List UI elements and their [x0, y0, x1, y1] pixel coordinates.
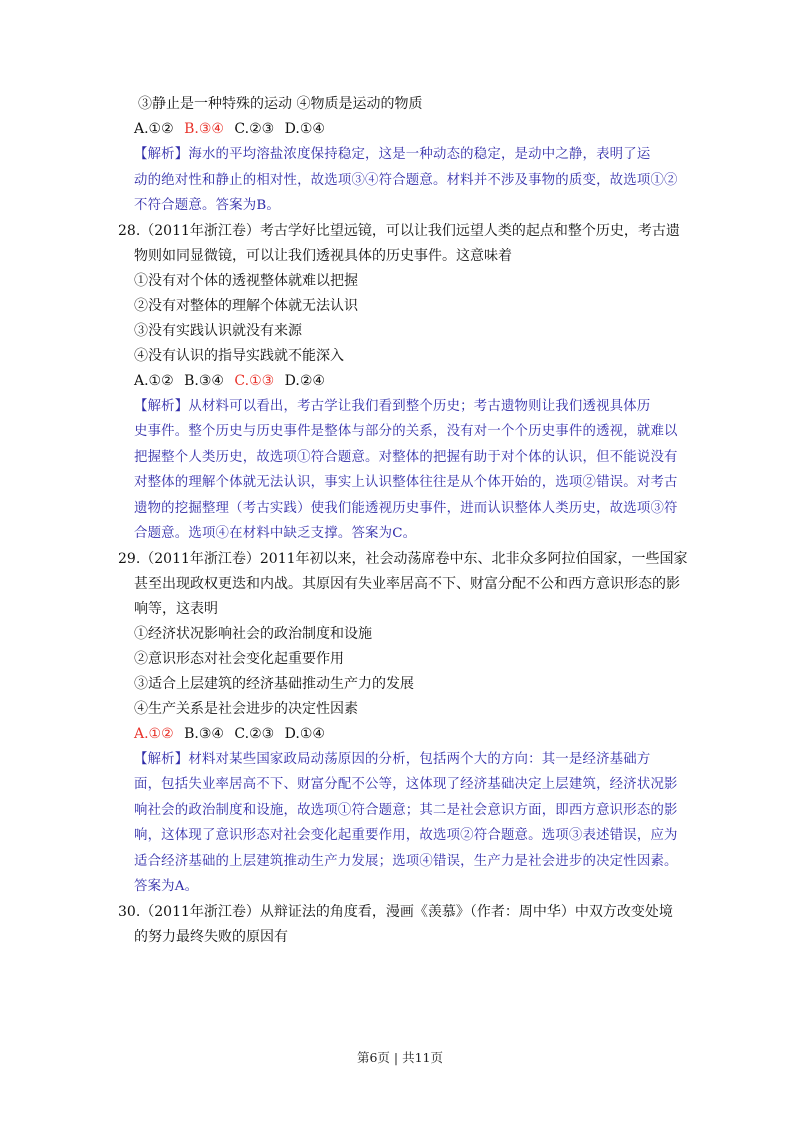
- document-body: [118, 92, 693, 950]
- q28-analysis-line: 合题意。选项④在材料中缺乏支撑。答案为C。: [134, 526, 417, 541]
- q28-choices: [118, 369, 693, 394]
- q27-analysis-line: 不符合题意。答案为B。: [134, 198, 280, 213]
- q28-stem-line: 28.（2011年浙江卷）考古学好比望远镜，可以让我们远望人类的起点和整个历史，考古遗: [118, 222, 680, 239]
- q27-choice-a: A.①②: [134, 121, 174, 137]
- q29-option-2: ②意识形态对社会变化起重要作用: [134, 650, 344, 667]
- q27-analysis-line: 【解析】海水的平均溶盐浓度保持稳定，这是一种动态的稳定，是动中之静，表明了运: [134, 147, 651, 162]
- q29-choice-d: D.①④: [284, 725, 325, 742]
- q30-stem: [118, 900, 693, 950]
- q29-option-4: ④生产关系是社会进步的决定性因素: [134, 700, 358, 717]
- q29-choice-c: C.②③: [234, 725, 275, 742]
- q29-stem-line: 甚至出现政权更迭和内战。其原因有失业率居高不下、财富分配不公和西方意识形态的影: [134, 575, 680, 592]
- q27-option-line: ③静止是一种特殊的运动 ④物质是运动的物质: [138, 96, 423, 112]
- q29-analysis-line: 【解析】材料对某些国家政局动荡原因的分析，包括两个大的方向：其一是经济基础方: [134, 751, 651, 767]
- q29-analysis-line: 适合经济基础的上层建筑推动生产力发展；选项④错误，生产力是社会进步的决定性因素。: [134, 853, 678, 869]
- q29-option-1: ①经济状况影响社会的政治制度和设施: [134, 625, 372, 642]
- q27-analysis: [118, 142, 693, 219]
- q28-choice-d: D.②④: [284, 372, 325, 389]
- q29-analysis-line: 响社会的政治制度和设施，故选项①符合题意；其二是社会意识方面，即西方意识形态的影: [134, 802, 678, 818]
- q29-choice-a-answer: A.①②: [134, 725, 174, 742]
- q29-stem-line: 29.（2011年浙江卷）2011年初以来，社会动荡席卷中东、北非众多阿拉伯国家，一些国家: [118, 550, 688, 567]
- q28-analysis: [118, 394, 693, 547]
- q28-analysis-line: 对整体的理解个体就无法认识，事实上认识整体往往是从个体开始的，选项②错误。对考古: [134, 475, 678, 490]
- q27-choice-c: C.②③: [234, 121, 275, 137]
- q28-analysis-line: 史事件。整个历史与历史事件是整体与部分的关系，没有对一个个历史事件的透视，就难以: [134, 424, 678, 439]
- q28-option-4: ④没有认识的指导实践就不能深入: [134, 347, 344, 364]
- q28-option-2: ②没有对整体的理解个体就无法认识: [134, 297, 358, 314]
- q28-choice-c-answer: C.①③: [234, 372, 275, 389]
- q29-analysis-line: 面，包括失业率居高不下、财富分配不公等，这体现了经济基础决定上层建筑，经济状况影: [134, 777, 678, 792]
- q29-stem: [118, 547, 693, 622]
- q29-option-3: ③适合上层建筑的经济基础推动生产力的发展: [134, 675, 414, 692]
- q27-choices: [118, 117, 693, 142]
- q28-analysis-line: 把握整个人类历史，故选项①符合题意。对整体的把握有助于对个体的认识，但不能说没有: [134, 449, 678, 465]
- q28-choice-b: B.③④: [184, 372, 224, 389]
- q29-analysis-line: 答案为A。: [134, 879, 199, 894]
- q28-choice-a: A.①②: [134, 372, 174, 389]
- q27-choice-b-answer: B.③④: [184, 121, 224, 137]
- q30-stem-line: 30.（2011年浙江卷）从辩证法的角度看，漫画《羡慕》（作者：周中华）中双方改变处境: [118, 903, 673, 920]
- q29-stem-line: 响等，这表明: [134, 600, 218, 617]
- q30-stem-line: 的努力最终失败的原因有: [134, 928, 288, 945]
- q28-option-1: ①没有对个体的透视整体就难以把握: [134, 272, 358, 289]
- q29-choices: [118, 722, 693, 747]
- q28-analysis-line: 遗物的挖掘整理（考古实践）使我们能透视历史事件，进而认识整体人类历史，故选项③符: [134, 500, 678, 516]
- q27-choice-d: D.①④: [284, 121, 325, 137]
- q29-choice-b: B.③④: [184, 725, 224, 742]
- q28-stem: [118, 219, 693, 269]
- page-footer: 第6页 | 共11页: [356, 1050, 444, 1065]
- q29-analysis: [118, 747, 693, 900]
- q28-analysis-line: 【解析】从材料可以看出，考古学让我们看到整个历史；考古遗物则让我们透视具体历: [134, 398, 651, 414]
- q28-option-3: ③没有实践认识就没有来源: [134, 322, 302, 339]
- q27-analysis-line: 动的绝对性和静止的相对性，故选项③④符合题意。材料并不涉及事物的质变，故选项①②: [134, 172, 678, 188]
- q29-analysis-line: 响，这体现了意识形态对社会变化起重要作用，故选项②符合题意。选项③表述错误，应为: [134, 828, 678, 843]
- q28-stem-line: 物则如同显微镜，可以让我们透视具体的历史事件。这意味着: [134, 247, 512, 264]
